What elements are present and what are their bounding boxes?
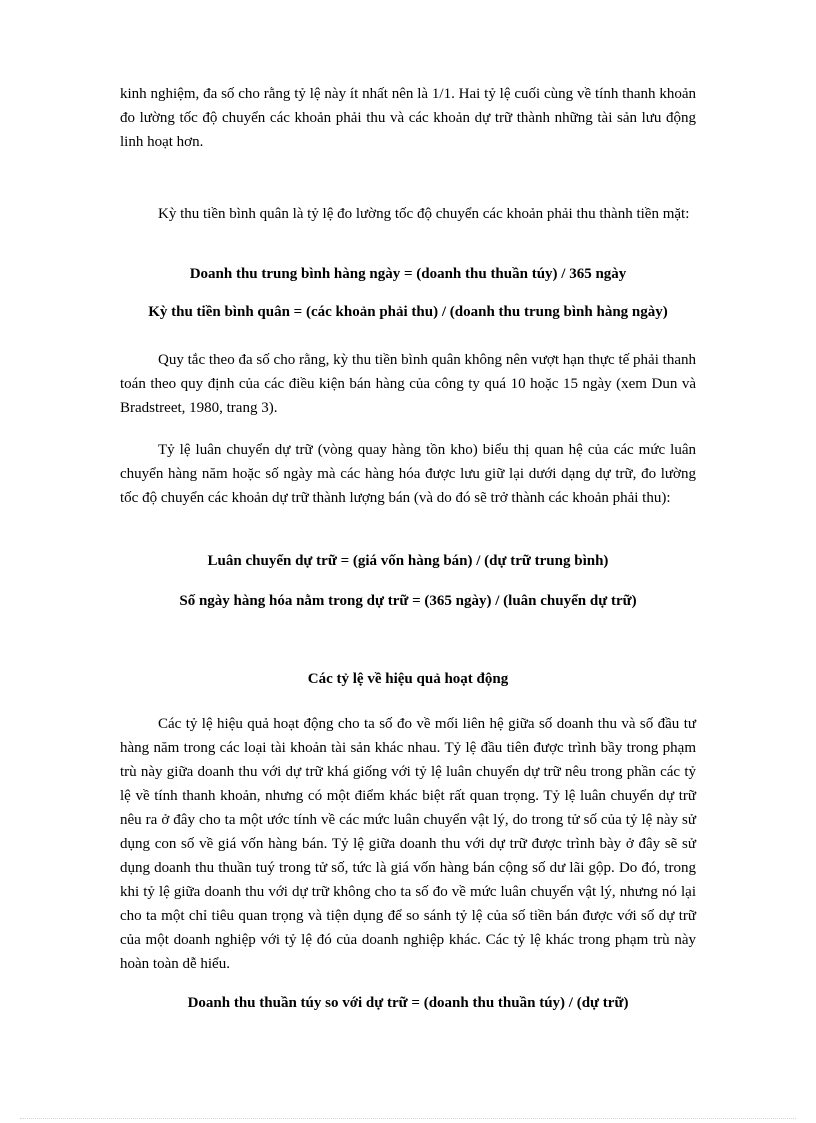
paragraph-activity-ratios: Các tỷ lệ hiệu quả hoạt động cho ta số đo về mối liên hệ giữa số doanh thu và số đầu tư hàng năm trong các loại tài khoản tài sản khác nhau. Tỷ lệ đầu tiên được trình bầy trong phạm trù này giữa doanh thu với dự trữ khá giống với tỷ lệ luân chuyển dự trữ nêu trong phần các tỷ lệ về tính thanh khoản, nhưng có một điểm khác biệt rất quan trọng. Tỷ lệ luân chuyển dự trữ nêu ra ở đây cho ta một ước tính về các mức luân chuyển vật lý, do trong tử số của tỷ lệ này sử dụng con số về giá vốn hàng bán. Tỷ lệ giữa doanh thu với dự trữ được trình bày ở đây sẽ sử dụng doanh thu thuần tuý trong tử số, tức là giá vốn hàng bán cộng số dư lãi gộp. Do đó, trong khi tỷ lệ giữa doanh thu với dự trữ không cho ta số đo về mức luân chuyển vật lý, nhưng nó lại cho ta một chỉ tiêu quan trọng và tiện dụng để so sánh tỷ lệ của số tiền bán được với số dự trữ của một doanh nghiệp với tỷ lệ đó của doanh nghiệp khác. Các tỷ lệ khác trong phạm trù này hoàn toàn dễ hiểu. [120,716,696,972]
paragraph-liquidity-intro: kinh nghiệm, đa số cho rằng tỷ lệ này ít nhất nên là 1/1. Hai tỷ lệ cuối cùng về tính thanh khoản đo lường tốc độ chuyển các khoản phải thu và các khoản dự trữ thành những tài sản lưu động linh hoạt hơn. [120,86,696,150]
paragraph-collection-rule: Quy tắc theo đa số cho rằng, kỳ thu tiền bình quân không nên vượt hạn thực tế phải thanh toán theo quy định của các điều kiện bán hàng của công ty quá 10 hoặc 15 ngày (xem Dun và Bradstreet, 1980, trang 3). [120,352,696,416]
formula-average-collection-period: Kỳ thu tiền bình quân = (các khoản phải thu) / (doanh thu trung bình hàng ngày) [148,304,668,320]
formula-inventory-turnover: Luân chuyển dự trữ = (giá vốn hàng bán) / (dự trữ trung bình) [207,553,609,569]
paragraph-inventory-turnover: Tỷ lệ luân chuyển dự trữ (vòng quay hàng tồn kho) biểu thị quan hệ của các mức luân chuyển hàng năm hoặc số ngày mà các hàng hóa được lưu giữ lại dưới dạng dự trữ, đo lường tốc độ chuyển các khoản dự trữ thành lượng bán (và do đó sẽ trở thành các khoản phải thu): [120,442,696,506]
formula-sales-to-inventory: Doanh thu thuần túy so với dự trữ = (doanh thu thuần túy) / (dự trữ) [187,995,629,1011]
formula-average-daily-sales: Doanh thu trung bình hàng ngày = (doanh thu thuần túy) / 365 ngày [189,266,627,282]
paragraph-collection-period: Kỳ thu tiền bình quân là tỷ lệ đo lường tốc độ chuyển các khoản phải thu thành tiền mặt: [158,206,690,222]
page-bottom-divider [20,1118,796,1119]
section-heading-activity-ratios: Các tỷ lệ về hiệu quả hoạt động [307,671,509,687]
formula-days-in-inventory: Số ngày hàng hóa nằm trong dự trữ = (365 ngày) / (luân chuyển dự trữ) [179,593,637,609]
